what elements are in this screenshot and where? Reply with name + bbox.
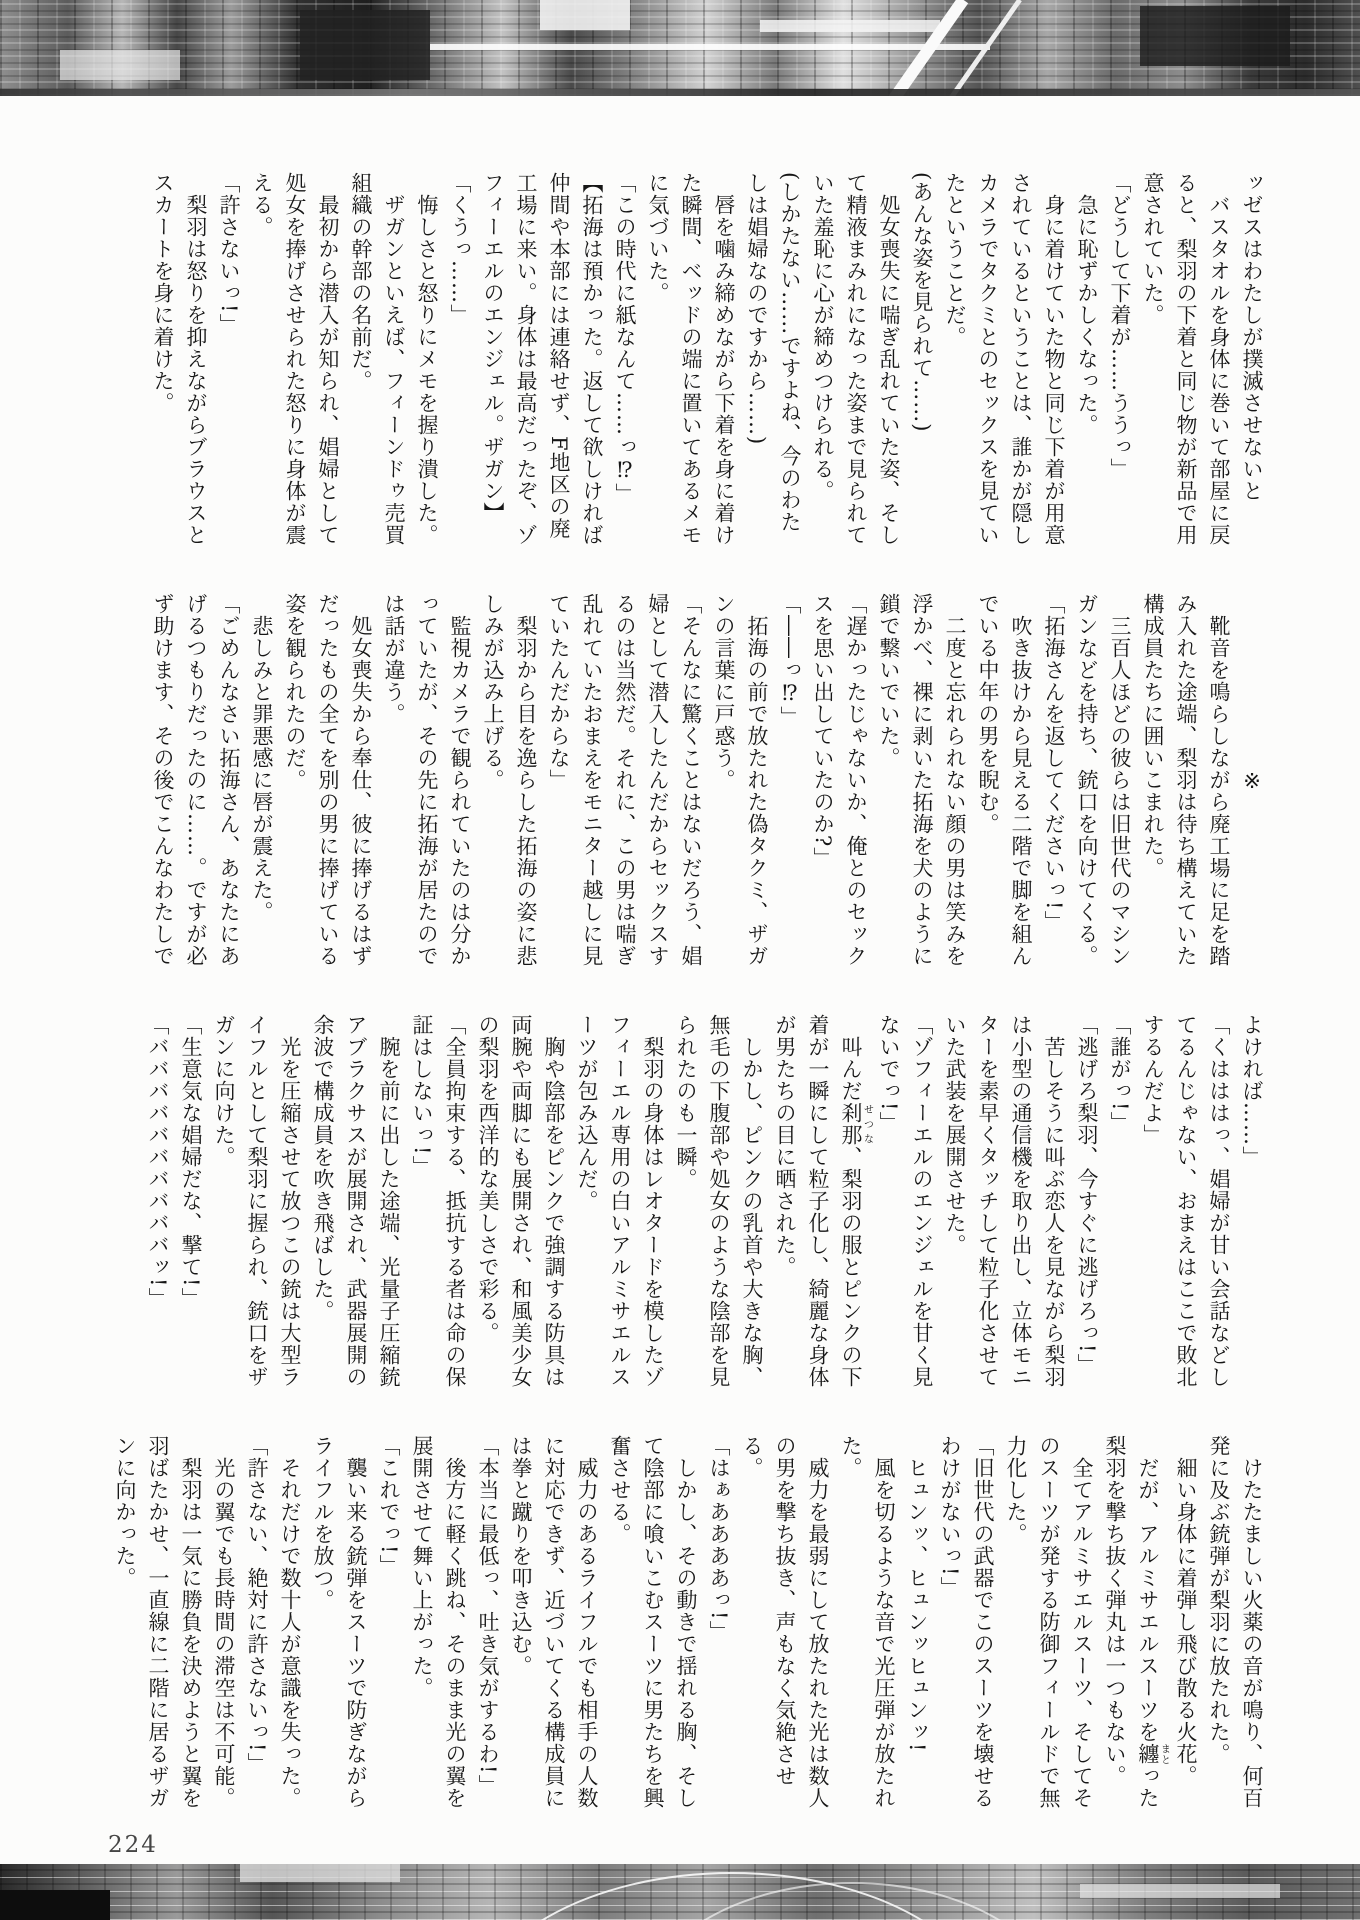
paragraph: 処女喪失から奉仕、彼に捧げるはずだったもの全てを別の男に捧げている姿を観られたのだ。	[283, 593, 373, 967]
header-glitch-fragment	[540, 0, 630, 30]
footer-glitch-fragment	[1080, 1884, 1280, 1898]
paragraph: しかし、その動きで揺れる胸、そして陰部に喰いこむスーツに男たちを興奮させる。	[608, 1435, 698, 1809]
section-break-marker: ※	[1240, 768, 1264, 794]
text-band-2	[128, 593, 1268, 969]
paragraph: だが、アルミサエルスーツを纏まとった梨羽を撃ち抜く弾丸は一つもない。	[1103, 1435, 1170, 1809]
paragraph: 身に着けていた物と同じ下着が用意されているということは、誰かが隠しカメラでタクミとのセックスを見ていたということだ。	[943, 172, 1066, 546]
text-band-4	[113, 1435, 1268, 1811]
paragraph: 「拓海さんを返してくださいっ!」	[1042, 593, 1066, 933]
paragraph: 監視カメラで観られていたのは分かっていたが、その先に拓海が居たのでは話が違う。	[382, 593, 472, 967]
paragraph: 腕を前に出した途端、光量子圧縮銃アブラクサスが展開され、武器展開の余波で構成員を吹き飛ばした。	[311, 1014, 401, 1388]
paragraph: バスタオルを身体に巻いて部屋に戻ると、梨羽の下着と同じ物が新品で用意されていた。	[1141, 172, 1231, 546]
paragraph: 全てアルミサエルスーツ、そしてそのスーツが発する防御フィールドで無力化した。	[1004, 1435, 1094, 1809]
header-glitch-fragment	[1140, 6, 1290, 66]
paragraph: 叫んだ刹那せつな、梨羽の服とピンクの下着が一瞬にして粒子化し、綺麗な身体が男たちの目に晒された。	[773, 1014, 873, 1388]
paragraph: しかし、ピンクの乳首や大きな胸、無毛の下腹部や処女のような陰部を見られたのも一瞬。	[674, 1014, 764, 1388]
paragraph: 悔しさと怒りにメモを握り潰した。	[415, 194, 439, 546]
paragraph: 梨羽から目を逸らした拓海の姿に悲しみが込み上げる。	[481, 593, 538, 967]
paragraph: 靴音を鳴らしながら廃工場に足を踏み入れた途端、梨羽は待ち構えていた構成員たちに囲いこまれた。	[1141, 593, 1231, 967]
paragraph: 処女喪失に喘ぎ乱れていた姿、そして精液まみれになった姿まで見られていた羞恥に心が締めつけられる。	[811, 172, 901, 546]
paragraph: 急に恥ずかしくなった。	[1075, 194, 1099, 436]
paragraph: 「ババババババババババッ!」	[146, 1014, 170, 1310]
page-number: 224	[108, 1832, 158, 1858]
paragraph: 風を切るような音で光圧弾が放たれた。	[839, 1435, 896, 1809]
paragraph: 襲い来る銃弾をスーツで防ぎながらライフルを放つ。	[311, 1435, 368, 1809]
paragraph: 「はぁああああっ!」	[707, 1435, 731, 1643]
paragraph: ッゼスはわたしが撲滅させないと	[1240, 172, 1264, 502]
paragraph: 「遅かったじゃないか、俺とのセックスを思い出していたのか?」	[811, 593, 868, 967]
header-glitch-fragment	[60, 50, 180, 80]
text-band-3	[128, 1014, 1268, 1390]
header-glitch-fragment	[300, 10, 430, 80]
paragraph: それだけで数十人が意識を失った。	[278, 1457, 302, 1809]
paragraph: 威力のあるライフルでも相手の人数に対応できず、近づいてくる構成員には拳と蹴りを叩き込む。	[509, 1435, 599, 1809]
paragraph: 梨羽は怒りを抑えながらブラウスとスカートを身に着けた。	[151, 172, 208, 546]
paragraph: 「これでっ!」	[377, 1435, 401, 1577]
paragraph: 拓海の前で放たれた偽タクミ、ザガンの言葉に戸惑う。	[712, 593, 769, 967]
paragraph: 「誰がっ!」	[1108, 1014, 1132, 1134]
paragraph: 「許さない、絶対に許さないっ!」	[245, 1435, 269, 1775]
paragraph: 「本当に最低っ、吐き気がするわ!」	[476, 1435, 500, 1797]
paragraph: よければ……」	[1240, 1014, 1264, 1168]
paragraph: 悲しみと罪悪感に唇が震えた。	[250, 615, 274, 923]
paragraph: 【拓海は預かった。返して欲しければ仲間や本部には連絡せず、F地区の廃工場に来い。身体は最高だったぞ、ゾフィーエルのエンジェル。ザガン】	[481, 172, 604, 546]
paragraph: 「生意気な娼婦だな、撃て!」	[179, 1014, 203, 1310]
paragraph: 「この時代に紙なんて……っ⁉」	[613, 172, 637, 505]
header-glitch-fragment	[760, 20, 940, 32]
header-artwork	[0, 0, 1360, 96]
paragraph: 「どうして下着が……ううっ」	[1108, 172, 1132, 480]
text-band-1	[128, 172, 1268, 548]
header-glitch-streak	[430, 44, 990, 50]
paragraph: 「くはははっ、娼婦が甘い会話などしてるんじゃない、おまえはここで敗北するんだよ」	[1141, 1014, 1231, 1388]
paragraph: けたたましい火薬の音が鳴り、何百発に及ぶ銃弾が梨羽に放たれた。	[1207, 1435, 1264, 1809]
paragraph: 梨羽は一気に勝負を決めようと翼を羽ばたかせ、一直線に二階に居るザガンに向かった。	[113, 1435, 203, 1809]
paragraph: 吹き抜けから見える二階で脚を組んでいる中年の男を睨む。	[976, 593, 1033, 967]
paragraph: 「全員拘束する、抵抗する者は命の保証はしないっ!」	[410, 1014, 467, 1388]
paragraph: 「そんなに驚くことはないだろう、娼婦として潜入したんだからセックスするのは当然だ。それに、この男は喘ぎ乱れていたおまえをモニター越しに見ていたんだからな」	[547, 593, 703, 967]
paragraph: ヒュンッ、ヒュンッヒュンッ!	[905, 1457, 929, 1753]
paragraph: 二度と忘れられない顔の男は笑みを浮かべ、裸に剥いた拓海を犬のように鎖で繋いでいた。	[877, 593, 967, 967]
paragraph: 「旧世代の武器でこのスーツを壊せるわけがないっ!」	[938, 1435, 995, 1809]
paragraph: 威力を最弱にして放たれた光は数人の男を撃ち抜き、声もなく気絶させる。	[740, 1435, 830, 1809]
paragraph: 細い身体に着弾し飛び散る火花。	[1174, 1457, 1198, 1787]
footer-glitch-fragment	[240, 1864, 400, 1882]
footer-glitch-fragment	[0, 1890, 110, 1920]
paragraph: 光の翼でも長時間の滞空は不可能。	[212, 1457, 236, 1809]
paragraph: 「ゾフィーエルのエンジェルを甘く見ないでっ!」	[877, 1014, 934, 1388]
paragraph: 最初から潜入が知られ、娼婦として処女を捧げさせられた怒りに身体が震える。	[250, 172, 340, 546]
paragraph: 「ごめんなさい拓海さん、あなたにあげるつもりだったのに……。ですが必ず助けます、その後でこんなわたしで	[151, 593, 241, 967]
paragraph: 唇を噛み締めながら下着を身に着けた瞬間、ベッドの端に置いてあるメモに気づいた。	[646, 172, 736, 546]
paragraph: 苦しそうに叫ぶ恋人を見ながら梨羽は小型の通信機を取り出し、立体モニターを素早くタッチして粒子化させていた武装を展開させた。	[943, 1014, 1066, 1388]
paragraph: 後方に軽く跳ね、そのまま光の翼を展開させて舞い上がった。	[410, 1435, 467, 1809]
paragraph: 梨羽の身体はレオタードを模したゾフィーエル専用の白いアルミサエルスーツが包み込んだ。	[575, 1014, 665, 1388]
paragraph: ザガンといえば、フィーンドゥ売買組織の幹部の名前だ。	[349, 172, 406, 546]
paragraph: 三百人ほどの彼らは旧世代のマシンガンなどを持ち、銃口を向けてくる。	[1075, 593, 1132, 967]
paragraph: 「逃げろ梨羽、今すぐに逃げろっ!」	[1075, 1014, 1099, 1376]
paragraph: 胸や陰部をピンクで強調する防具は両腕や両脚にも展開され、和風美少女の梨羽を西洋的な美しさで彩る。	[476, 1014, 566, 1388]
paragraph: 「許さないっ!」	[217, 172, 241, 336]
paragraph: 「――っ⁉」	[778, 593, 802, 728]
paragraph: 光を圧縮させて放つこの銃は大型ライフルとして梨羽に握られ、銃口をザガンに向けた。	[212, 1014, 302, 1388]
paragraph: 「くうっ……」	[448, 172, 472, 326]
paragraph: (あんな姿を見られて……)	[910, 172, 934, 433]
paragraph: (しかたない……ですよね、今のわたしは娼婦なのですから……)	[745, 172, 802, 534]
footer-artwork	[0, 1864, 1360, 1920]
